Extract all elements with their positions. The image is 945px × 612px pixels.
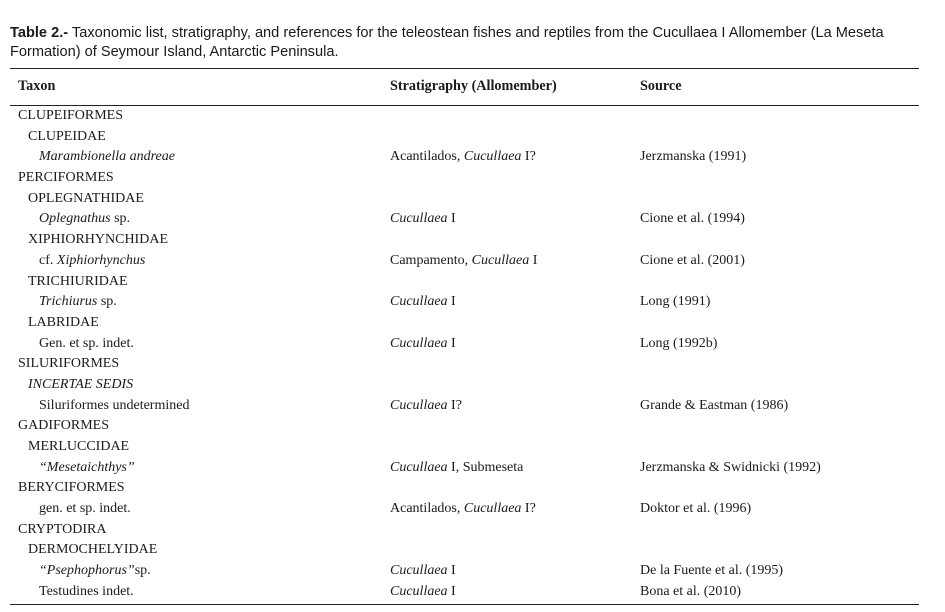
taxon-cell — [18, 520, 106, 541]
stratigraphy-cell-segment: Campamento, — [390, 252, 472, 268]
stratigraphy-cell-segment: Cucullaea — [390, 583, 448, 599]
taxon-cell — [28, 313, 99, 334]
taxon-cell-segment: INCERTAE SEDIS — [28, 376, 134, 392]
stratigraphy-cell-segment: Cucullaea — [463, 149, 522, 165]
stratigraphy-cell-segment: I — [447, 583, 456, 599]
table-row — [0, 375, 945, 396]
taxon-cell-segment: GADIFORMES — [18, 418, 110, 434]
taxon-cell-segment: Gen. et sp. indet. — [39, 335, 134, 351]
taxon-cell-segment: sp. — [134, 563, 151, 579]
stratigraphy-cell-segment: I — [447, 294, 456, 310]
taxon-cell-segment: Trichiurus — [39, 294, 98, 310]
source-cell: Long (1991) — [640, 294, 711, 310]
table-row — [0, 147, 945, 168]
taxon-cell-segment: OPLEGNATHIDAE — [28, 190, 144, 206]
source-cell: Cione et al. (1994) — [640, 211, 745, 227]
stratigraphy-cell-segment: Cucullaea — [390, 397, 448, 413]
table-row — [0, 313, 945, 334]
taxon-cell-segment: MERLUCCIDAE — [28, 439, 130, 454]
taxon-cell — [18, 416, 109, 437]
taxon-cell — [39, 147, 175, 168]
stratigraphy-cell-segment: I — [447, 211, 456, 227]
taxon-cell-segment: CLUPEIDAE — [28, 128, 106, 144]
stratigraphy-cell — [390, 147, 536, 168]
taxon-cell-segment: “Psephophorus” — [39, 563, 135, 579]
table-row — [0, 230, 945, 251]
stratigraphy-cell-segment: I — [447, 335, 456, 351]
caption-label: Table 2.- — [10, 25, 69, 41]
stratigraphy-cell — [390, 334, 456, 355]
stratigraphy-cell-segment: Cucullaea — [390, 459, 448, 475]
taxon-cell — [39, 334, 134, 355]
taxon-cell — [39, 251, 145, 272]
stratigraphy-cell — [390, 209, 456, 230]
taxon-cell — [28, 272, 128, 293]
table-row — [0, 561, 945, 582]
table-row — [0, 334, 945, 355]
taxon-cell — [39, 499, 131, 520]
taxon-cell-segment: Xiphiorhynchus — [56, 252, 146, 268]
table-row — [0, 540, 945, 561]
taxon-cell — [18, 478, 125, 499]
table-row — [0, 251, 945, 272]
table-row — [0, 292, 945, 313]
taxon-cell — [18, 354, 119, 375]
taxon-cell — [28, 375, 133, 396]
taxon-cell — [18, 106, 123, 127]
source-cell: Grande & Eastman (1986) — [640, 397, 789, 413]
table-row — [0, 396, 945, 417]
taxon-cell-segment: gen. et sp. indet. — [39, 501, 131, 517]
source-cell: Jerzmanska (1991) — [640, 149, 747, 165]
stratigraphy-cell-segment: Cucullaea — [390, 563, 448, 579]
stratigraphy-cell-segment: Cucullaea — [463, 501, 522, 517]
taxon-cell — [28, 189, 144, 210]
source-cell: De la Fuente et al. (1995) — [640, 563, 784, 579]
stratigraphy-cell-segment: Cucullaea — [390, 294, 448, 310]
taxon-cell-segment: Marambionella andreae — [39, 149, 175, 165]
stratigraphy-cell-segment: Acantilados, — [390, 501, 464, 517]
source-cell: Doktor et al. (1996) — [640, 501, 752, 517]
taxon-cell — [39, 209, 130, 230]
taxon-cell-segment: cf. — [39, 252, 57, 268]
source-cell: Jerzmanska & Swidnicki (1992) — [640, 459, 821, 475]
stratigraphy-cell — [390, 251, 537, 272]
taxon-cell-segment: SILURIFORMES — [18, 356, 120, 372]
stratigraphy-cell-segment: Cucullaea — [471, 252, 530, 268]
taxon-cell — [28, 437, 129, 458]
table-body — [0, 106, 945, 603]
taxon-cell-segment: DERMOCHELYIDAE — [28, 542, 158, 558]
source-cell: Cione et al. (2001) — [640, 252, 745, 268]
taxon-cell — [39, 582, 134, 603]
table-row — [0, 520, 945, 541]
taxon-cell-segment: TRICHIURIDAE — [28, 273, 128, 289]
taxon-cell — [28, 230, 168, 251]
source-cell: Long (1992b) — [640, 335, 718, 351]
taxon-cell-segment: XIPHIORHYNCHIDAE — [28, 232, 168, 248]
taxon-cell-segment: sp. — [97, 294, 117, 310]
table-row — [0, 209, 945, 230]
header-taxon: Taxon — [18, 78, 56, 94]
table-bottom-rule — [10, 604, 919, 605]
header-source: Source — [640, 78, 682, 94]
taxon-cell-segment: “Mesetaichthys” — [39, 459, 135, 475]
taxon-cell-segment: Testudines indet. — [39, 583, 134, 599]
source-cell: Bona et al. (2010) — [640, 583, 742, 599]
table-row — [0, 499, 945, 520]
stratigraphy-cell-segment: Cucullaea — [390, 211, 448, 227]
taxon-cell — [39, 396, 189, 417]
stratigraphy-cell-segment: I? — [521, 149, 536, 165]
table-row — [0, 416, 945, 437]
table-row — [0, 354, 945, 375]
table-row — [0, 106, 945, 127]
taxon-cell-segment: BERYCIFORMES — [18, 480, 125, 496]
stratigraphy-cell — [390, 561, 456, 582]
stratigraphy-cell — [390, 499, 536, 520]
stratigraphy-cell-segment: I, Submeseta — [447, 459, 524, 475]
taxon-cell-segment: CRYPTODIRA — [18, 521, 107, 537]
stratigraphy-cell-segment: I? — [447, 397, 462, 413]
stratigraphy-cell — [390, 396, 462, 417]
stratigraphy-cell-segment: I? — [521, 501, 536, 517]
taxon-cell-segment: CLUPEIFORMES — [18, 108, 124, 123]
taxon-cell-segment: PERCIFORMES — [18, 170, 114, 186]
taxon-cell-segment: Siluriformes undetermined — [39, 397, 190, 413]
taxon-cell-segment: LABRIDAE — [28, 314, 99, 330]
table-row — [0, 272, 945, 293]
stratigraphy-cell — [390, 582, 456, 603]
table-row — [0, 127, 945, 148]
table-row — [0, 437, 945, 458]
stratigraphy-cell-segment: I — [529, 252, 538, 268]
stratigraphy-cell — [390, 292, 456, 313]
table-row — [0, 189, 945, 210]
taxon-cell — [39, 292, 117, 313]
taxon-cell — [28, 540, 157, 561]
stratigraphy-cell-segment: Acantilados, — [390, 149, 464, 165]
table-header-row — [0, 78, 945, 98]
stratigraphy-cell — [390, 458, 523, 479]
table-row — [0, 478, 945, 499]
taxon-cell-segment: sp. — [110, 211, 131, 227]
caption-text: Taxonomic list, stratigraphy, and references for the teleostean fishes and reptiles from the Cucullaea I Allomember (La Meseta Formation) of Seymour Island, Antarctic Peninsula. — [10, 25, 884, 60]
table-row — [0, 168, 945, 189]
taxon-cell — [39, 561, 151, 582]
stratigraphy-cell-segment: I — [447, 563, 456, 579]
taxon-cell — [28, 127, 106, 148]
table-caption — [10, 24, 925, 62]
taxon-cell — [39, 458, 135, 479]
header-stratigraphy: Stratigraphy (Allomember) — [390, 78, 557, 94]
table-top-rule — [10, 68, 919, 69]
taxon-cell-segment: Oplegnathus — [39, 211, 111, 227]
table-row — [0, 582, 945, 603]
stratigraphy-cell-segment: Cucullaea — [390, 335, 448, 351]
table-row — [0, 458, 945, 479]
taxon-cell — [18, 168, 114, 189]
